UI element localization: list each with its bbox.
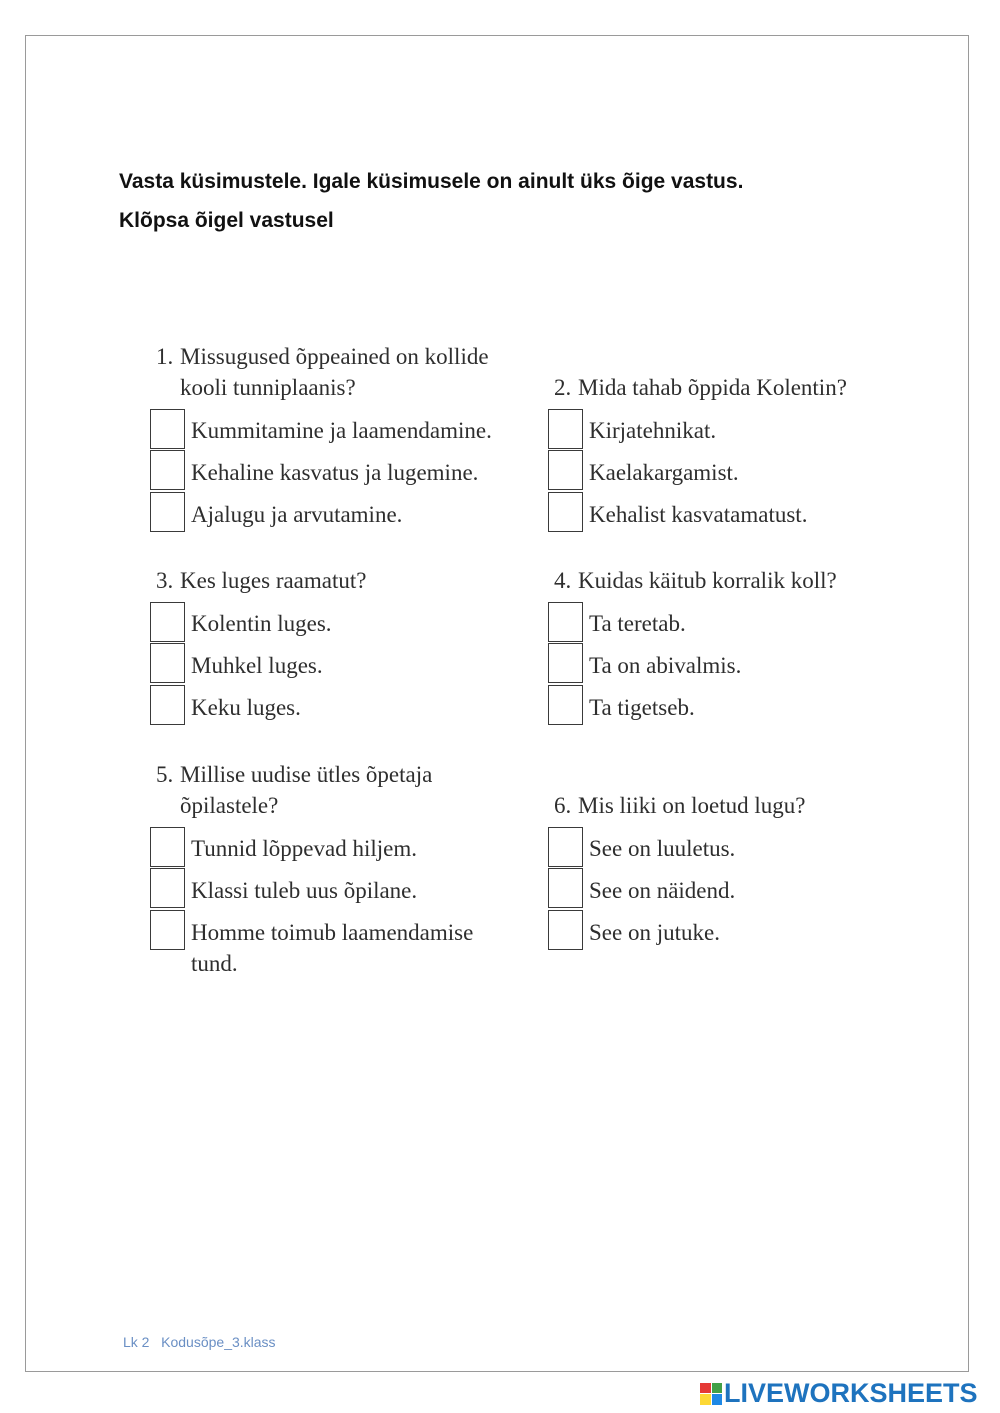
question-number: 3.	[156, 568, 174, 593]
question-text: Kuidas käitub korralik koll?	[578, 568, 837, 593]
answer-option[interactable]	[150, 409, 570, 451]
answer-option[interactable]	[150, 911, 570, 979]
answer-label: See on näidend.	[589, 878, 736, 903]
answer-label: Kirjatehnikat.	[589, 418, 717, 443]
answer-checkbox[interactable]	[548, 602, 583, 642]
question-text: Millise uudise ütles õpetaja õpilastele?	[180, 762, 433, 818]
footer-file: Kodusõpe_3.klass	[161, 1334, 276, 1350]
answer-checkbox[interactable]	[150, 868, 185, 908]
answer-option[interactable]	[150, 827, 570, 869]
question-title	[548, 372, 968, 403]
answer-label: Kolentin luges.	[191, 611, 332, 636]
question-number: 6.	[554, 793, 572, 818]
question-text: Mis liiki on loetud lugu?	[578, 793, 806, 818]
question-5	[150, 759, 570, 979]
answer-label: Homme toimub laamendamise tund.	[191, 920, 474, 976]
answer-checkbox[interactable]	[548, 827, 583, 867]
question-number: 2.	[554, 375, 572, 400]
answer-checkbox[interactable]	[150, 602, 185, 642]
question-title	[150, 759, 570, 821]
answer-option[interactable]	[548, 644, 968, 686]
answer-option[interactable]	[548, 602, 968, 644]
answer-label: Ajalugu ja arvutamine.	[191, 502, 403, 527]
answer-option[interactable]	[150, 451, 570, 493]
question-number: 5.	[156, 762, 174, 787]
answer-label: Klassi tuleb uus õpilane.	[191, 878, 418, 903]
question-2	[548, 372, 968, 535]
answer-label: Keku luges.	[191, 695, 301, 720]
liveworksheets-brand	[700, 1378, 978, 1409]
answer-checkbox[interactable]	[548, 409, 583, 449]
answer-option[interactable]	[548, 686, 968, 728]
instruction-line-1: Vasta küsimustele. Igale küsimusele on ainult üks õige vastus.	[119, 170, 744, 193]
liveworksheets-logo-icon	[700, 1383, 722, 1405]
answer-option[interactable]	[150, 644, 570, 686]
footer-page: Lk 2	[123, 1334, 150, 1350]
answer-label: Kehaline kasvatus ja lugemine.	[191, 460, 479, 485]
answer-option[interactable]	[548, 869, 968, 911]
answer-checkbox[interactable]	[548, 643, 583, 683]
brand-name: LIVEWORKSHEETS	[724, 1378, 978, 1408]
answer-option[interactable]	[548, 409, 968, 451]
answer-label: See on jutuke.	[589, 920, 720, 945]
answer-label: Ta on abivalmis.	[589, 653, 742, 678]
question-title	[548, 565, 968, 596]
question-4	[548, 565, 968, 728]
answer-checkbox[interactable]	[150, 643, 185, 683]
answer-label: Tunnid lõppevad hiljem.	[191, 836, 417, 861]
answer-label: Ta teretab.	[589, 611, 686, 636]
question-6	[548, 790, 968, 953]
answer-checkbox[interactable]	[150, 685, 185, 725]
answer-label: Kummitamine ja laamendamine.	[191, 418, 492, 443]
instruction-line-2: Klõpsa õigel vastusel	[119, 209, 334, 232]
page-footer	[123, 1334, 276, 1350]
answer-label: Kehalist kasvatamatust.	[589, 502, 808, 527]
question-3	[150, 565, 570, 728]
question-number: 4.	[554, 568, 572, 593]
answer-checkbox[interactable]	[548, 868, 583, 908]
question-title	[150, 565, 570, 596]
answer-option[interactable]	[548, 493, 968, 535]
answer-option[interactable]	[548, 911, 968, 953]
question-1	[150, 341, 570, 535]
answer-checkbox[interactable]	[548, 910, 583, 950]
answer-checkbox[interactable]	[150, 450, 185, 490]
answer-label: Muhkel luges.	[191, 653, 323, 678]
answer-checkbox[interactable]	[150, 492, 185, 532]
question-text: Mida tahab õppida Kolentin?	[578, 375, 847, 400]
answer-option[interactable]	[150, 686, 570, 728]
question-text: Missugused õppeained on kollide kooli tunniplaanis?	[180, 344, 489, 400]
answer-label: Ta tigetseb.	[589, 695, 695, 720]
answer-checkbox[interactable]	[150, 827, 185, 867]
answer-label: Kaelakargamist.	[589, 460, 739, 485]
question-number: 1.	[156, 344, 174, 369]
question-title	[150, 341, 570, 403]
question-title	[548, 790, 968, 821]
answer-label: See on luuletus.	[589, 836, 736, 861]
answer-checkbox[interactable]	[548, 685, 583, 725]
answer-option[interactable]	[150, 869, 570, 911]
answer-checkbox[interactable]	[548, 450, 583, 490]
answer-option[interactable]	[548, 451, 968, 493]
answer-option[interactable]	[150, 493, 570, 535]
answer-checkbox[interactable]	[150, 910, 185, 950]
question-text: Kes luges raamatut?	[180, 568, 367, 593]
answer-option[interactable]	[548, 827, 968, 869]
answer-checkbox[interactable]	[150, 409, 185, 449]
answer-option[interactable]	[150, 602, 570, 644]
answer-checkbox[interactable]	[548, 492, 583, 532]
